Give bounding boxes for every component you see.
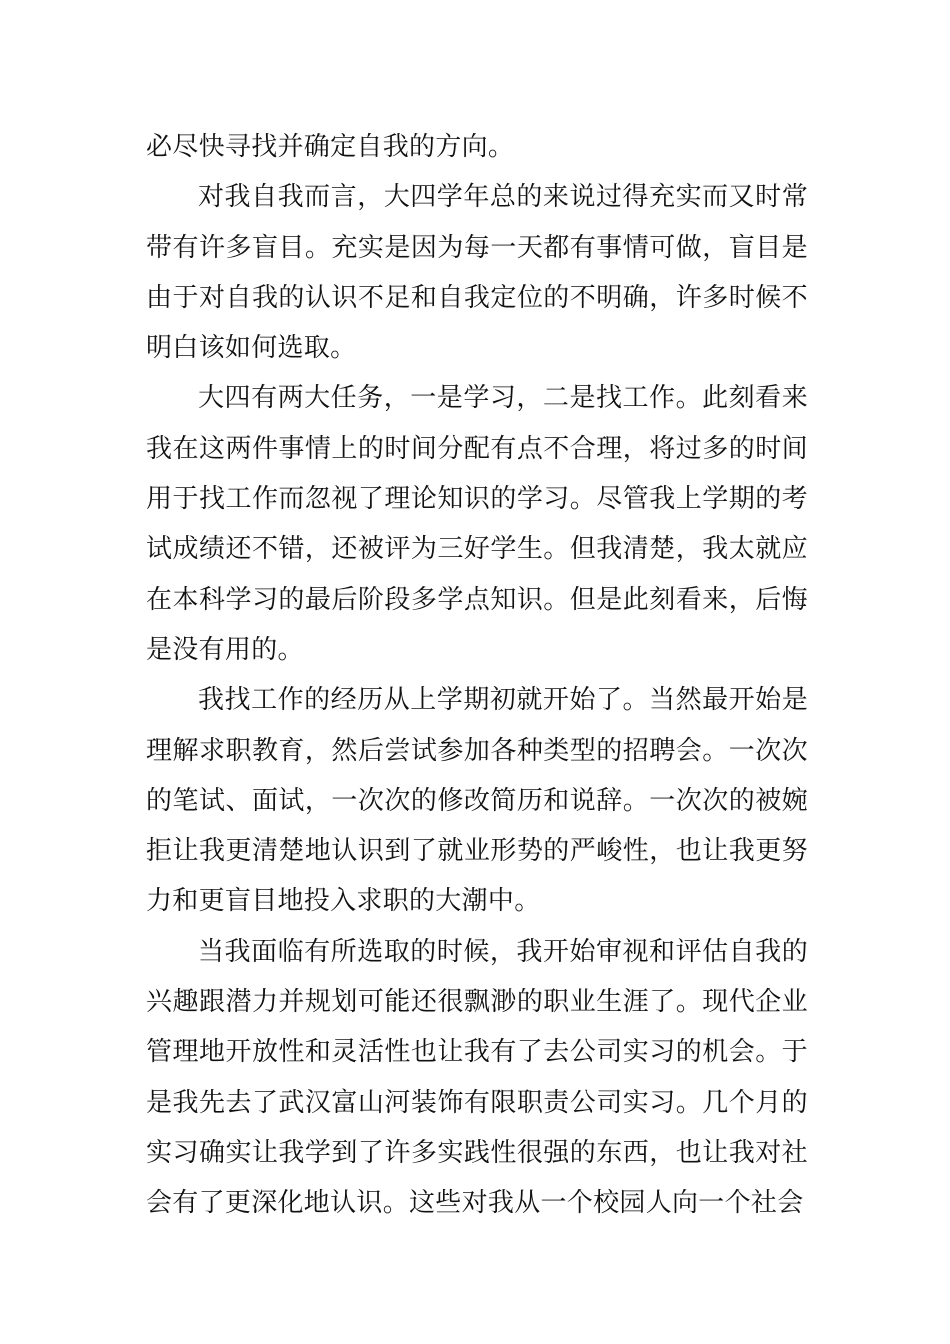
paragraph-two-tasks: 大四有两大任务，一是学习，二是找工作。此刻看来我在这两件事情上的时间分配有点不合理，将过多的时间用于找工作而忽视了理论知识的学习。尽管我上学期的考试成绩还不错，还被评为三好学生。但我清楚，我太就应在本科学习的最后阶段多学点知识。但是此刻看来，后悔是没有用的。 bbox=[146, 383, 808, 665]
document-body bbox=[146, 122, 808, 1229]
paragraph-job-search: 我找工作的经历从上学期初就开始了。当然最开始是理解求职教育，然后尝试参加各种类型的招聘会。一次次的笔试、面试，一次次的修改简历和说辞。一次次的被婉拒让我更清楚地认识到了就业形势的严峻性，也让我更努力和更盲目地投入求职的大潮中。 bbox=[146, 685, 808, 917]
paragraph-senior-year-summary: 对我自我而言，大四学年总的来说过得充实而又时常带有许多盲目。充实是因为每一天都有事情可做，盲目是由于对自我的认识不足和自我定位的不明确，许多时候不明白该如何选取。 bbox=[146, 182, 808, 364]
paragraph-internship: 当我面临有所选取的时候，我开始审视和评估自我的兴趣跟潜力并规划可能还很飘渺的职业生涯了。现代企业管理地开放性和灵活性也让我有了去公司实习的机会。于是我先去了武汉富山河装饰有限职责公司实习。几个月的实习确实让我学到了许多实践性很强的东西，也让我对社会有了更深化地认识。这些对我从一个校园人向一个社会 bbox=[146, 936, 808, 1219]
paragraph-continuation: 必尽快寻找并确定自我的方向。 bbox=[146, 132, 515, 162]
